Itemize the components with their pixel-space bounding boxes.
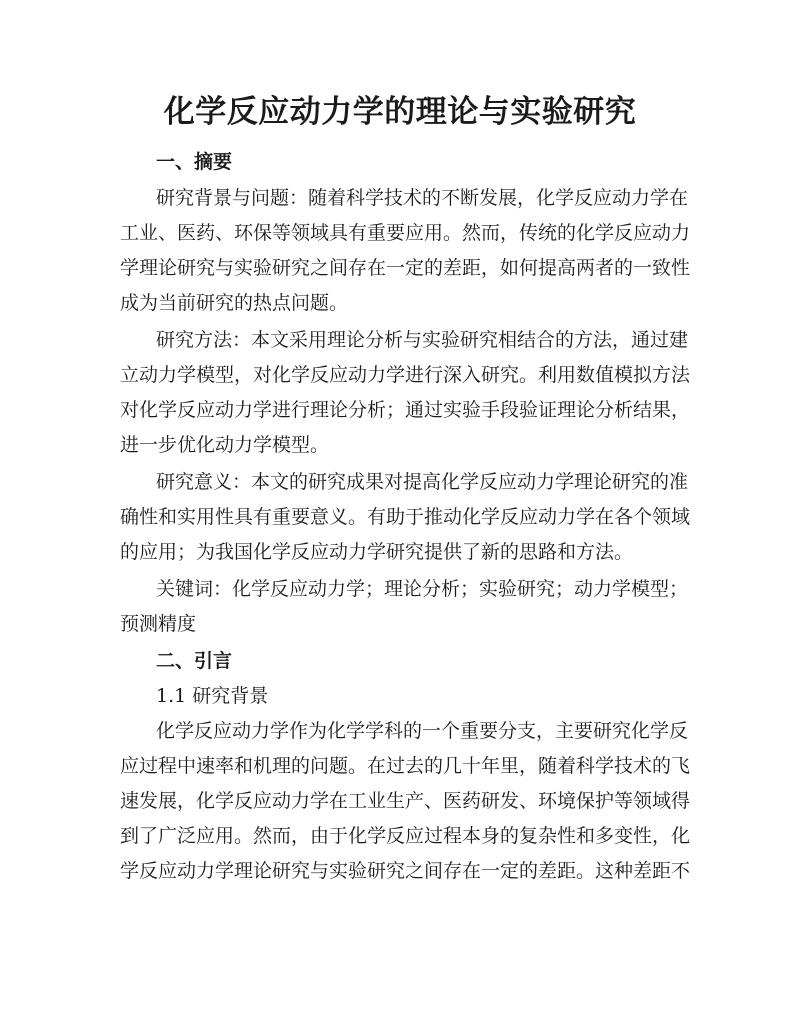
introduction-paragraph-line: 应过程中速率和机理的问题。在过去的几十年里，随着科学技术的飞: [120, 755, 691, 777]
abstract-methods-line: 研究方法：本文采用理论分析与实验研究相结合的方法，通过建: [156, 329, 689, 351]
document-title: 化学反应动力学的理论与实验研究: [163, 94, 637, 130]
abstract-significance-line: 确性和实用性具有重要意义。有助于推动化学反应动力学在各个领域: [120, 506, 691, 528]
abstract-methods-line: 进一步优化动力学模型。: [120, 434, 330, 456]
background-subheading: 1.1 研究背景: [156, 685, 269, 707]
abstract-background-line: 工业、医药、环保等领域具有重要应用。然而，传统的化学反应动力: [120, 222, 691, 244]
introduction-paragraph-line: 学反应动力学理论研究与实验研究之间存在一定的差距。这种差距不: [120, 860, 691, 882]
keywords-line: 预测精度: [120, 613, 197, 635]
introduction-heading: 二、引言: [156, 650, 233, 672]
abstract-background-line: 研究背景与问题：随着科学技术的不断发展，化学反应动力学在: [156, 187, 689, 209]
abstract-significance-line: 的应用；为我国化学反应动力学研究提供了新的思路和方法。: [120, 541, 634, 563]
introduction-paragraph-line: 到了广泛应用。然而，由于化学反应过程本身的复杂性和多变性，化: [120, 825, 691, 847]
abstract-significance-line: 研究意义：本文的研究成果对提高化学反应动力学理论研究的准: [156, 471, 689, 493]
abstract-heading: 一、摘要: [156, 151, 233, 173]
introduction-paragraph-line: 速发展，化学反应动力学在工业生产、医药研发、环境保护等领域得: [120, 790, 691, 812]
keywords-line: 关键词：化学反应动力学；理论分析；实验研究；动力学模型；: [156, 578, 689, 600]
abstract-methods-line: 立动力学模型，对化学反应动力学进行深入研究。利用数值模拟方法: [120, 364, 691, 386]
introduction-paragraph-line: 化学反应动力学作为化学学科的一个重要分支，主要研究化学反: [156, 720, 689, 742]
abstract-background-line: 成为当前研究的热点问题。: [120, 292, 349, 314]
abstract-methods-line: 对化学反应动力学进行理论分析；通过实验手段验证理论分析结果，: [120, 399, 691, 421]
abstract-background-line: 学理论研究与实验研究之间存在一定的差距，如何提高两者的一致性: [120, 257, 691, 279]
